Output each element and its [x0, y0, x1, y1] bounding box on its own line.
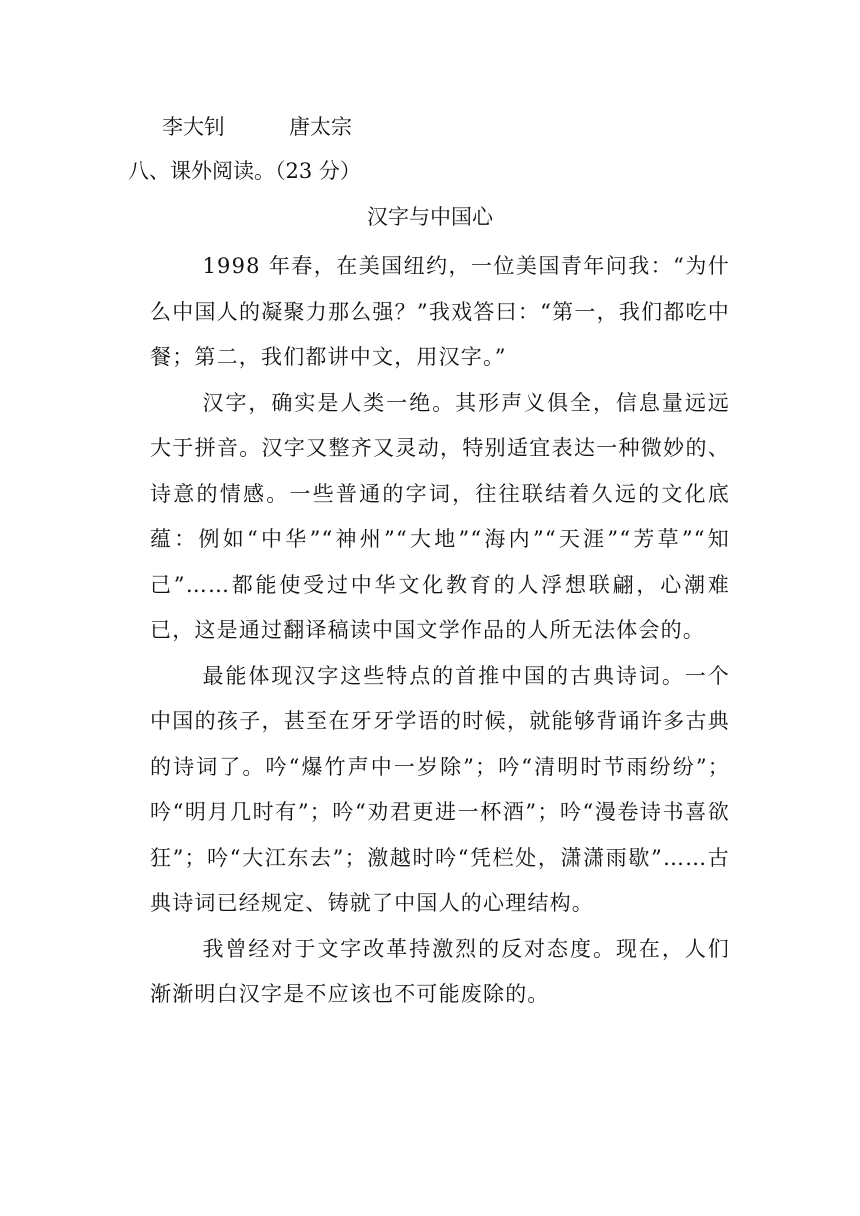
article-paragraph-4: 我曾经对于文字改革持激烈的反对态度。现在，人们渐渐明白汉字是不应该也不可能废除的。	[150, 936, 730, 1006]
article-paragraph-3: 最能体现汉字这些特点的首推中国的古典诗词。一个中国的孩子，甚至在牙牙学语的时候，就能够背诵许多古典的诗词了。吟“爆竹声中一岁除”；吟“清明时节雨纷纷”；吟“明月几时有”；吟“劝君更进一杯酒”；吟“漫卷诗书喜欲狂”；吟“大江东去”；激越时吟“凭栏处，潇潇雨歇”……古典诗词已经规定、铸就了中国人的心理结构。	[150, 663, 730, 915]
article-body	[150, 244, 730, 1018]
answer-names-line	[162, 112, 352, 142]
article-paragraph-1: 1998 年春，在美国纽约，一位美国青年问我：“为什么中国人的凝聚力那么强？”我戏答曰：“第一，我们都吃中餐；第二，我们都讲中文，用汉字。”	[150, 254, 730, 369]
answer-name-li-dazhao: 李大钊	[162, 115, 225, 139]
article-paragraph-2: 汉字，确实是人类一绝。其形声义俱全，信息量远远大于拼音。汉字又整齐又灵动，特别适宜表达一种微妙的、诗意的情感。一些普通的字词，往往联结着久远的文化底蕴：例如“中华”“神州”“大地”“海内”“天涯”“芳草”“知己”……都能使受过中华文化教育的人浮想联翩，心潮难已，这是通过翻译稿读中国文学作品的人所无法体会的。	[150, 390, 730, 642]
article-title: 汉字与中国心	[367, 205, 493, 229]
answer-name-tang-taizong: 唐太宗	[289, 115, 352, 139]
section-heading: 八、课外阅读。（23 分）	[128, 159, 361, 183]
